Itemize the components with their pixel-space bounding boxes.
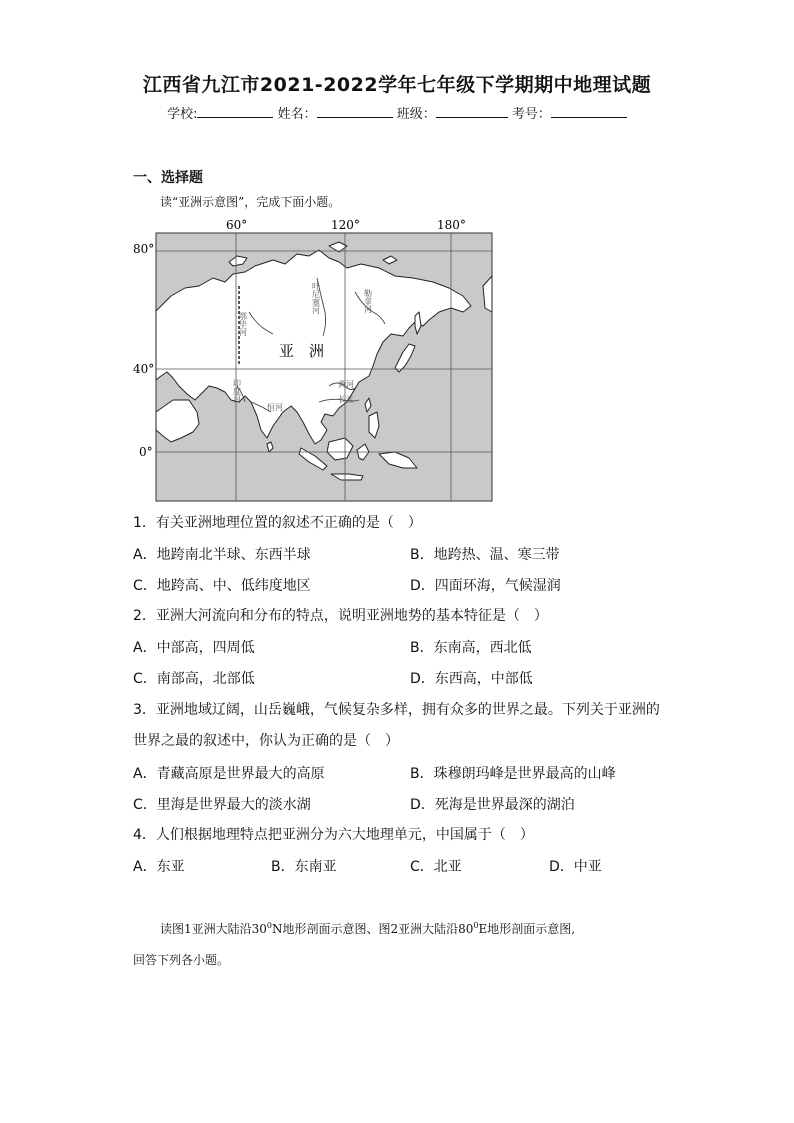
school-label: 学校: <box>167 107 198 122</box>
q3-option-c[interactable]: C．里海是世界最大的淡水湖 <box>133 797 311 813</box>
number-blank[interactable] <box>551 105 627 118</box>
q4-option-b[interactable]: B．东南亚 <box>271 859 337 875</box>
q3-option-d[interactable]: D．死海是世界最深的湖泊 <box>410 797 575 813</box>
river-label: 黄河 <box>338 380 354 389</box>
river-label: 长江 <box>338 395 354 404</box>
q3-option-b[interactable]: B．珠穆朗玛峰是世界最高的山峰 <box>410 766 616 782</box>
question-3-stem-line2: 世界之最的叙述中，你认为正确的是（ ） <box>133 733 399 749</box>
section2-intro: 读图1亚洲大陆沿$30^0N$地形剖面示意图、图2亚洲大陆沿$80^0E$地形剖面示意图, <box>160 921 576 936</box>
page-title: 江西省九江市2021-2022学年七年级下学期期中地理试题 <box>142 74 652 96</box>
question-1-stem: 1．有关亚洲地理位置的叙述不正确的是（ ） <box>133 515 422 531</box>
q1-option-c[interactable]: C．地跨高、中、低纬度地区 <box>133 578 311 594</box>
river-label: 鄂毕河 <box>238 312 248 336</box>
river-label: 勒拿河 <box>363 289 373 313</box>
lat-label: 80° <box>133 242 155 256</box>
river-label: 叶尼塞河 <box>311 282 321 314</box>
q1-option-b[interactable]: B．地跨热、温、寒三带 <box>410 547 560 563</box>
number-label: 考号： <box>511 107 551 122</box>
q4-option-a[interactable]: A．东亚 <box>133 859 185 875</box>
question-2-stem: 2．亚洲大河流向和分布的特点，说明亚洲地势的基本特征是（ ） <box>133 608 548 624</box>
q3-option-a[interactable]: A．青藏高原是世界最大的高原 <box>133 766 325 782</box>
student-info-line <box>0 103 794 122</box>
name-blank[interactable] <box>317 105 393 118</box>
q2-option-c[interactable]: C．南部高，北部低 <box>133 671 255 687</box>
q2-option-b[interactable]: B．东南高，西北低 <box>410 640 532 656</box>
q2-option-d[interactable]: D．东西高，中部低 <box>410 671 533 687</box>
school-blank[interactable] <box>197 105 273 118</box>
q4-option-c[interactable]: C．北亚 <box>410 859 462 875</box>
section-title: 一、选择题 <box>133 170 203 186</box>
river-label: 恒河 <box>267 403 283 412</box>
lon-label: 120° <box>331 218 360 232</box>
asia-map <box>133 216 503 506</box>
lon-label: 180° <box>437 218 466 232</box>
q4-option-d[interactable]: D．中亚 <box>549 859 602 875</box>
class-label: 班级： <box>396 107 436 122</box>
q2-option-a[interactable]: A．中部高，四周低 <box>133 640 255 656</box>
lon-label: 60° <box>226 218 248 232</box>
continent-label: 亚 洲 <box>279 342 325 360</box>
river-label: 印度河 <box>232 379 242 403</box>
class-blank[interactable] <box>436 105 508 118</box>
lat-label: 40° <box>133 362 155 376</box>
lat-label: 0° <box>139 445 153 459</box>
q1-option-a[interactable]: A．地跨南北半球、东西半球 <box>133 547 311 563</box>
section-intro: 读“亚洲示意图”，完成下面小题。 <box>160 195 341 209</box>
question-4-stem: 4．人们根据地理特点把亚洲分为六大地理单元，中国属于（ ） <box>133 827 534 843</box>
question-3-stem-line1: 3．亚洲地域辽阔，山岳巍峨，气候复杂多样，拥有众多的世界之最。下列关于亚洲的 <box>133 702 660 718</box>
q1-option-d[interactable]: D．四面环海，气候湿润 <box>410 578 561 594</box>
section2-intro-line2: 回答下列各小题。 <box>133 953 230 967</box>
name-label: 姓名： <box>277 107 317 122</box>
